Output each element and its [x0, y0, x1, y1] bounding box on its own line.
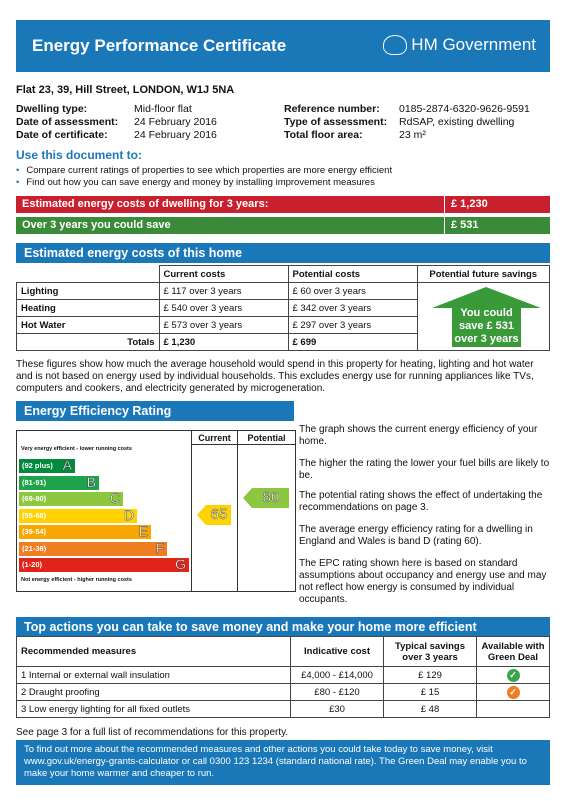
- rating-band-b: [19, 473, 99, 490]
- reference-number: 0185-2874-6320-9626-9591: [399, 103, 530, 115]
- rating-paragraph: The average energy efficiency rating for a dwelling in England and Wales is band D (rating 60).: [299, 524, 533, 547]
- rating-band-f: [19, 539, 167, 556]
- current-cost: £ 117 over 3 years: [159, 283, 288, 300]
- measure: 1 Internal or external wall insulation: [17, 667, 291, 684]
- page-title: Energy Performance Certificate: [32, 36, 287, 55]
- typical-saving: £ 15: [384, 684, 477, 701]
- row-label: Heating: [17, 300, 160, 317]
- col-current-costs: Current costs: [159, 266, 288, 283]
- savings-summary-bar: [16, 217, 550, 234]
- rating-value: 65: [210, 505, 228, 523]
- saving-line: over 3 years: [454, 333, 519, 345]
- saving-line: save £ 531: [458, 320, 515, 332]
- col-future-savings: Potential future savings: [417, 266, 550, 283]
- gov-name: HM Government: [411, 35, 536, 54]
- table-row: [17, 701, 550, 718]
- savings-summary-label: Over 3 years you could save: [22, 219, 171, 231]
- col-green-deal: Available with Green Deal: [477, 637, 550, 667]
- band-letter: B: [86, 473, 96, 490]
- typical-saving: £ 48: [384, 701, 477, 718]
- total-potential: £ 699: [288, 334, 417, 351]
- green-deal-cell: [477, 667, 550, 684]
- check-icon: ✓: [507, 669, 520, 682]
- current-cost: £ 540 over 3 years: [159, 300, 288, 317]
- assessment-type: RdSAP, existing dwelling: [399, 116, 515, 128]
- col-current: Current: [198, 433, 231, 443]
- costs-heading: Estimated energy costs of this home: [24, 246, 243, 260]
- table-row: [17, 684, 550, 701]
- saving-line: You could: [460, 307, 513, 319]
- certificate-date-label: Date of certificate:: [16, 129, 108, 141]
- costs-explanation: These figures show how much the average household would spend in this property for heating, lighting and hot water and is not based on energy used by individual households. This excludes energy use for running appliances like TVs, computers and cookers, and electricity generated by microgeneration.: [16, 359, 534, 394]
- band-letter: D: [123, 506, 134, 523]
- current-cost: £ 573 over 3 years: [159, 317, 288, 334]
- measure: 3 Low energy lighting for all fixed outlets: [17, 701, 291, 718]
- footer-box: [16, 740, 550, 785]
- rating-band-e: [19, 525, 151, 539]
- cost-summary-bar: [16, 196, 550, 213]
- band-letter: E: [138, 523, 148, 539]
- col-measures: Recommended measures: [17, 637, 291, 667]
- indicative-cost: £80 - £120: [291, 684, 384, 701]
- costs-section-header: [16, 243, 550, 263]
- floor-area-label: Total floor area:: [284, 129, 363, 141]
- rating-band-a: [19, 459, 75, 473]
- see-more-text: See page 3 for a full list of recommendations for this property.: [16, 727, 289, 738]
- band-letter: G: [175, 556, 186, 572]
- floor-area: 23 m²: [399, 129, 426, 141]
- bottom-note: Not energy efficient - higher running costs: [21, 577, 132, 583]
- use-bullet: • Compare current ratings of properties to see which properties are more energy efficient: [16, 165, 392, 176]
- band-range: (21-38): [22, 543, 47, 553]
- assessment-date: 24 February 2016: [134, 116, 217, 128]
- rating-heading: Energy Efficiency Rating: [24, 404, 172, 418]
- totals-label: Totals: [17, 334, 160, 351]
- band-range: (55-68): [22, 510, 47, 520]
- table-row: [17, 667, 550, 684]
- assessment-date-label: Date of assessment:: [16, 116, 119, 128]
- actions-section-header: [16, 617, 550, 637]
- green-deal-cell: [477, 701, 550, 718]
- check-icon: ✓: [507, 686, 520, 699]
- col-potential: Potential: [247, 433, 286, 443]
- band-letter: C: [109, 490, 120, 506]
- savings-summary-value: £ 531: [444, 217, 479, 234]
- potential-cost: £ 342 over 3 years: [288, 300, 417, 317]
- row-label: Hot Water: [17, 317, 160, 334]
- row-label: Lighting: [17, 283, 160, 300]
- band-range: (92 plus): [22, 461, 53, 470]
- header-bar: [16, 20, 550, 72]
- certificate-date: 24 February 2016: [134, 129, 217, 141]
- property-address: Flat 23, 39, Hill Street, LONDON, W1J 5NA: [16, 84, 235, 96]
- band-range: (1-20): [22, 560, 43, 569]
- rating-band-c: [19, 492, 123, 506]
- rating-section-header: [16, 401, 294, 421]
- rating-band-d: [19, 506, 137, 523]
- band-range: (81-91): [22, 477, 47, 487]
- col-potential-costs: Potential costs: [288, 266, 417, 283]
- potential-cost: £ 297 over 3 years: [288, 317, 417, 334]
- rating-paragraph: The higher the rating the lower your fuel bills are likely to be.: [299, 458, 550, 481]
- dwelling-type: Mid-floor flat: [134, 103, 192, 115]
- crest-icon: [383, 35, 407, 55]
- green-deal-cell: [477, 684, 550, 701]
- use-heading: Use this document to:: [16, 148, 143, 162]
- typical-saving: £ 129: [384, 667, 477, 684]
- actions-table: [16, 636, 550, 718]
- efficiency-chart: [16, 430, 296, 592]
- rating-band-g: [19, 558, 189, 572]
- col-cost: Indicative cost: [291, 637, 384, 667]
- cost-summary-label: Estimated energy costs of dwelling for 3 years:: [22, 198, 269, 210]
- rating-paragraph: The potential rating shows the effect of undertaking the recommendations on page 3.: [299, 490, 543, 513]
- indicative-cost: £4,000 - £14,000: [291, 667, 384, 684]
- band-letter: A: [62, 457, 72, 473]
- total-current: £ 1,230: [159, 334, 288, 351]
- reference-label: Reference number:: [284, 103, 380, 115]
- rating-paragraph: The EPC rating shown here is based on standard assumptions about occupancy and energy use and may not reflect how energy is consumed by individual occupants.: [299, 558, 547, 605]
- potential-cost: £ 60 over 3 years: [288, 283, 417, 300]
- band-range: (69-80): [22, 494, 47, 503]
- potential-rating-arrow: [243, 488, 289, 508]
- footer-text: To find out more about the recommended measures and other actions you could take today to save money, visit www.gov.uk/energy-grants-calculator or call 0300 123 1234 (standard national rate). The Green Deal may enable you to make your home warmer and cheaper to run.: [24, 744, 527, 779]
- band-range: (39-54): [22, 527, 47, 536]
- top-note: Very energy efficient - lower running costs: [21, 446, 132, 452]
- rating-paragraph: The graph shows the current energy efficiency of your home.: [299, 424, 538, 447]
- col-savings: Typical savings over 3 years: [384, 637, 477, 667]
- rating-value: 80: [262, 489, 280, 506]
- gov-logo: [383, 35, 536, 55]
- cost-summary-value: £ 1,230: [444, 196, 488, 213]
- band-letter: F: [155, 539, 164, 556]
- savings-arrow: [429, 286, 544, 348]
- actions-heading: Top actions you can take to save money and make your home more efficient: [24, 620, 477, 634]
- assessment-type-label: Type of assessment:: [284, 116, 388, 128]
- measure: 2 Draught proofing: [17, 684, 291, 701]
- dwelling-type-label: Dwelling type:: [16, 103, 88, 115]
- current-rating-arrow: [197, 505, 231, 525]
- use-bullet: • Find out how you can save energy and money by installing improvement measures: [16, 177, 375, 188]
- indicative-cost: £30: [291, 701, 384, 718]
